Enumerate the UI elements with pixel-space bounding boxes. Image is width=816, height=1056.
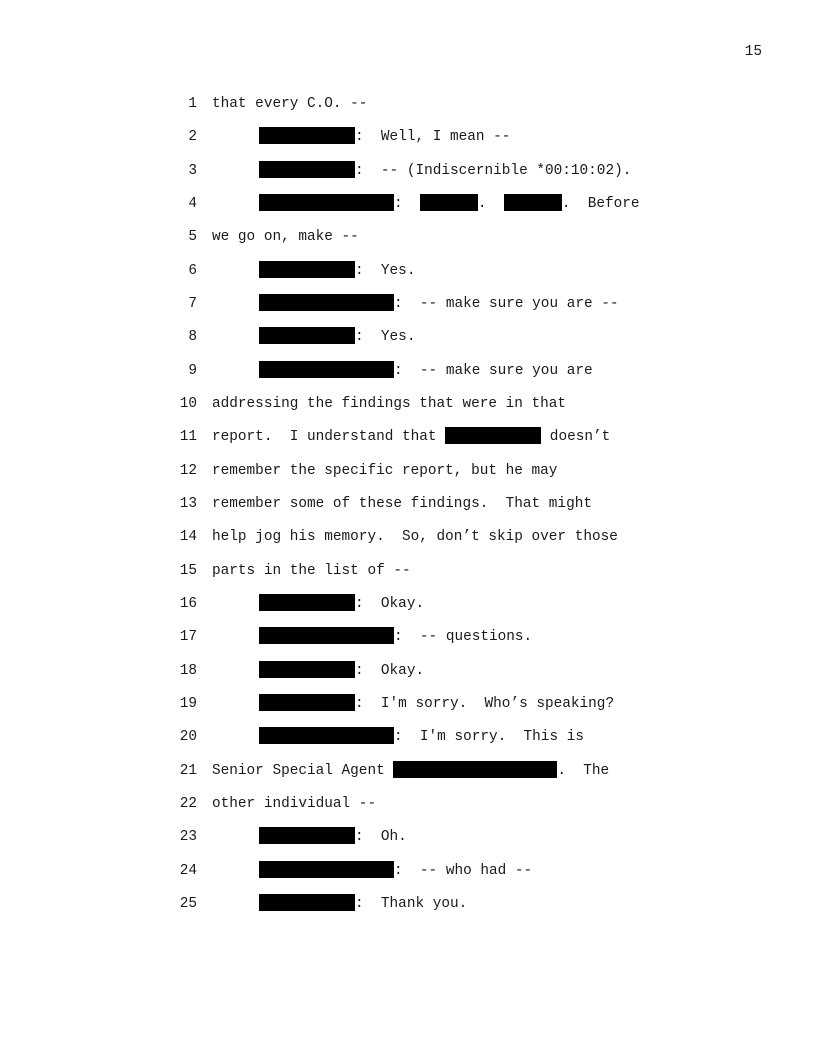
transcript-line-7 [0,294,816,314]
redaction-bar [259,661,355,678]
redaction-bar [259,894,355,911]
line-number: 2 [188,129,197,145]
transcript-line-20 [0,727,816,747]
line-number: 3 [188,163,197,179]
line-text: other individual -- [212,796,377,812]
line-text: : -- (Indiscernible *00:10:02). [355,163,632,179]
line-text: parts in the list of -- [212,563,411,579]
line-text: remember the specific report, but he may [212,463,558,479]
redaction-bar [259,627,394,644]
line-number: 12 [179,463,197,479]
redaction-bar [259,327,355,344]
line-text: addressing the findings that were in that [212,396,567,412]
transcript-line-9 [0,361,816,381]
redaction-bar [393,761,557,778]
line-text: : I'm sorry. This is [394,729,584,745]
line-text: Senior Special Agent [212,763,394,779]
line-number: 23 [179,829,197,845]
line-number: 1 [188,96,197,112]
line-text: : [394,196,420,212]
line-number: 13 [179,496,197,512]
line-text: : -- who had -- [394,863,533,879]
redaction-bar [259,594,355,611]
line-text: : Okay. [355,663,425,679]
redaction-bar [259,861,394,878]
transcript-line-10 [0,394,816,414]
transcript-line-2 [0,127,816,147]
transcript-line-11 [0,427,816,447]
line-number: 25 [179,896,197,912]
line-number: 6 [188,263,197,279]
line-text: doesn’t [541,429,611,445]
transcript-line-5 [0,227,816,247]
transcript-line-4 [0,194,816,214]
line-number: 24 [179,863,197,879]
line-text: report. I understand that [212,429,446,445]
line-text: : Okay. [355,596,425,612]
redaction-bar [259,127,355,144]
transcript-line-13 [0,494,816,514]
redaction-bar [504,194,562,211]
redaction-bar [445,427,541,444]
transcript-line-17 [0,627,816,647]
line-text: . Before [561,196,640,212]
line-number: 4 [188,196,197,212]
line-text: help jog his memory. So, don’t skip over those [212,529,618,545]
transcript-line-15 [0,561,816,581]
transcript-line-12 [0,461,816,481]
line-number: 7 [188,296,197,312]
redaction-bar [259,294,394,311]
line-text: remember some of these findings. That might [212,496,592,512]
line-text: : -- make sure you are -- [394,296,619,312]
line-text: : Oh. [355,829,407,845]
transcript-line-24 [0,861,816,881]
transcript-line-16 [0,594,816,614]
line-text: : Yes. [355,329,416,345]
redaction-bar [259,194,394,211]
line-text: : Well, I mean -- [355,129,511,145]
line-text: : I'm sorry. Who’s speaking? [355,696,615,712]
transcript-line-14 [0,527,816,547]
transcript-line-19 [0,694,816,714]
transcript-line-3 [0,161,816,181]
line-number: 11 [179,429,197,445]
line-text: : -- questions. [394,629,533,645]
line-text: : Thank you. [355,896,468,912]
line-text: . The [557,763,610,779]
transcript-line-25 [0,894,816,914]
redaction-bar [259,827,355,844]
line-text: . [477,196,504,212]
transcript-line-23 [0,827,816,847]
line-number: 21 [179,763,197,779]
line-text: : -- make sure you are [394,363,593,379]
redaction-bar [420,194,478,211]
transcript-line-1 [0,94,816,114]
line-number: 17 [179,629,197,645]
line-number: 9 [188,363,197,379]
line-number: 14 [179,529,197,545]
line-number: 16 [179,596,197,612]
line-number: 5 [188,229,197,245]
line-number: 15 [179,563,197,579]
redaction-bar [259,727,394,744]
line-number: 19 [179,696,197,712]
redaction-bar [259,161,355,178]
redaction-bar [259,261,355,278]
line-text: that every C.O. -- [212,96,368,112]
line-number: 20 [179,729,197,745]
line-text: : Yes. [355,263,416,279]
line-number: 8 [188,329,197,345]
line-number: 10 [179,396,197,412]
page-number: 15 [744,44,762,60]
transcript-line-21 [0,761,816,781]
transcript-line-22 [0,794,816,814]
transcript-line-18 [0,661,816,681]
line-number: 22 [179,796,197,812]
transcript-line-8 [0,327,816,347]
redaction-bar [259,694,355,711]
line-number: 18 [179,663,197,679]
line-text: we go on, make -- [212,229,359,245]
transcript-line-6 [0,261,816,281]
redaction-bar [259,361,394,378]
